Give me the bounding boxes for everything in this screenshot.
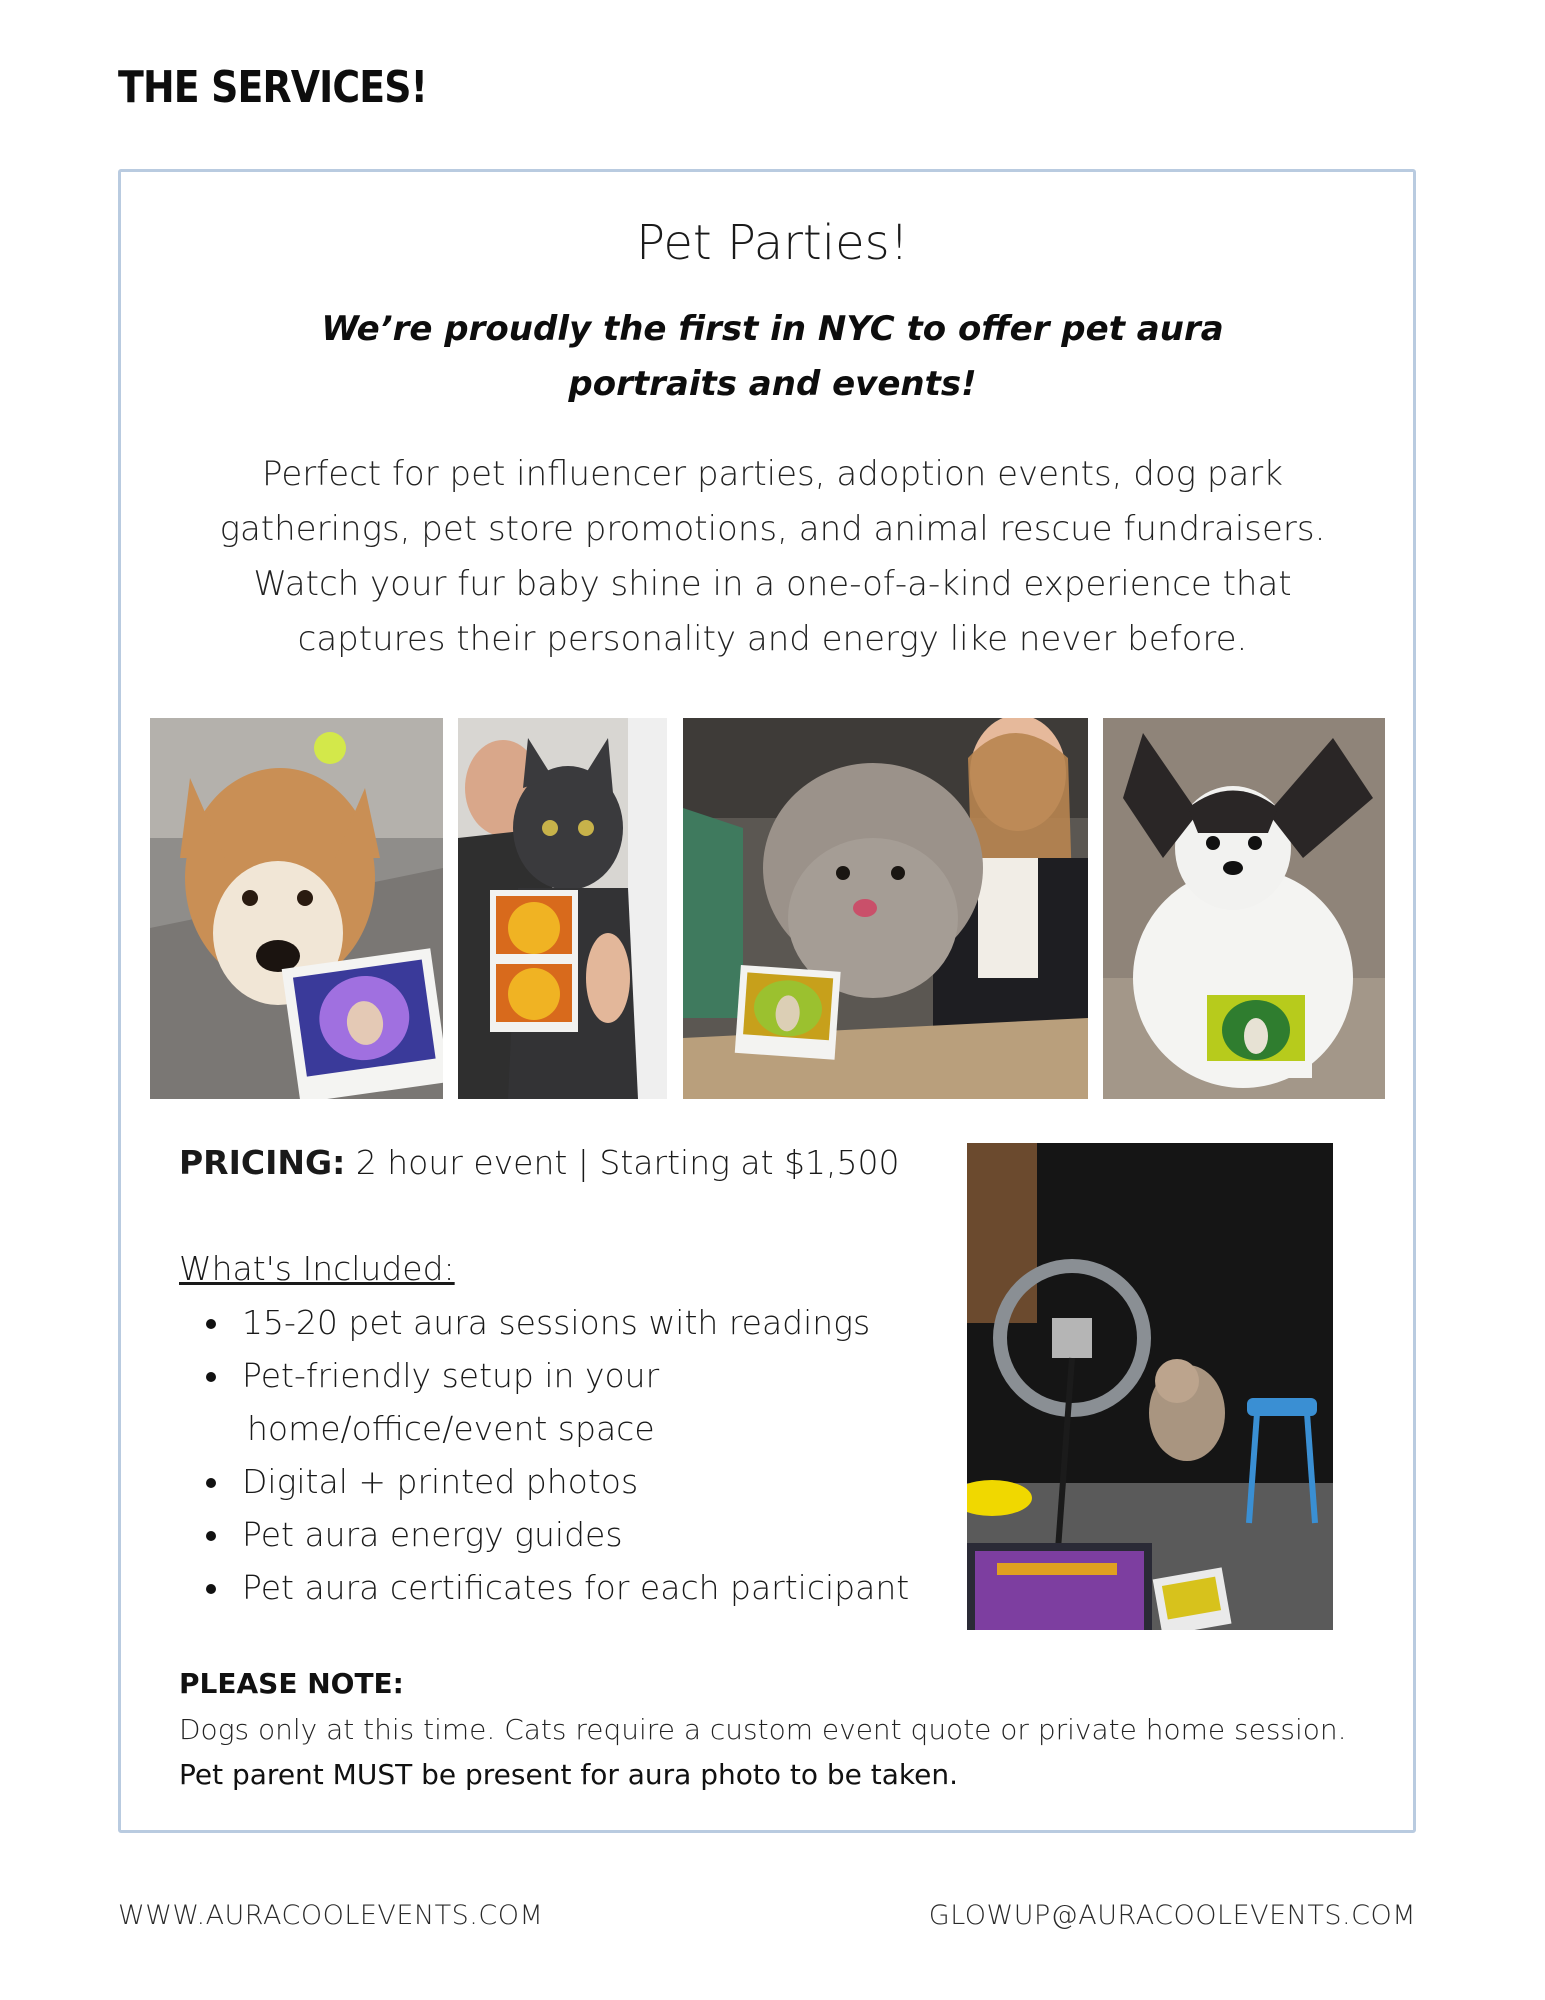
pricing-value: 2 hour event | Starting at $1,500 (345, 1143, 900, 1182)
cat-photo (458, 718, 667, 1099)
included-heading: What's Included: (179, 1249, 455, 1288)
tagline (300, 302, 1245, 412)
card-title: Pet Parties! (636, 215, 909, 271)
tagline-line: We’re proudly the first in NYC to offer pet aura (321, 309, 1224, 349)
corgi-photo (150, 718, 443, 1099)
pricing-line (179, 1143, 900, 1182)
note-text: Dogs only at this time. Cats require a custom event quote or private home session. (179, 1713, 1347, 1746)
list-item: Pet-friendly setup in your home/office/event space (179, 1349, 939, 1455)
intro-line: Watch your fur baby shine in a one-of-a-kind experience that (253, 564, 1292, 604)
tagline-line: portraits and events! (568, 364, 977, 404)
footer-email: GLOWUP@AURACOOLEVENTS.COM (928, 1900, 1416, 1931)
intro-line: captures their personality and energy like never before. (297, 619, 1248, 659)
note-heading: PLEASE NOTE: (179, 1667, 404, 1700)
list-item-continuation: home/office/event space (247, 1409, 655, 1448)
footer-website: WWW.AURACOOLEVENTS.COM (118, 1900, 544, 1931)
included-list (179, 1296, 939, 1614)
intro-line: Perfect for pet influencer parties, adoption events, dog park (262, 454, 1283, 494)
pricing-label: PRICING: (179, 1143, 346, 1182)
list-item: 15-20 pet aura sessions with readings (179, 1296, 939, 1349)
shaggy-dog-photo (683, 718, 1088, 1099)
note-text: Pet parent MUST be present for aura photo to be taken. (179, 1758, 959, 1791)
page-heading: THE SERVICES! (118, 62, 428, 113)
intro-line: gatherings, pet store promotions, and animal rescue fundraisers. (219, 509, 1326, 549)
papillon-photo (1103, 718, 1385, 1099)
list-item: Digital + printed photos (179, 1455, 939, 1508)
intro-paragraph (190, 447, 1355, 667)
list-item: Pet aura certificates for each participant (179, 1561, 939, 1614)
setup-photo (967, 1143, 1333, 1630)
list-item: Pet aura energy guides (179, 1508, 939, 1561)
